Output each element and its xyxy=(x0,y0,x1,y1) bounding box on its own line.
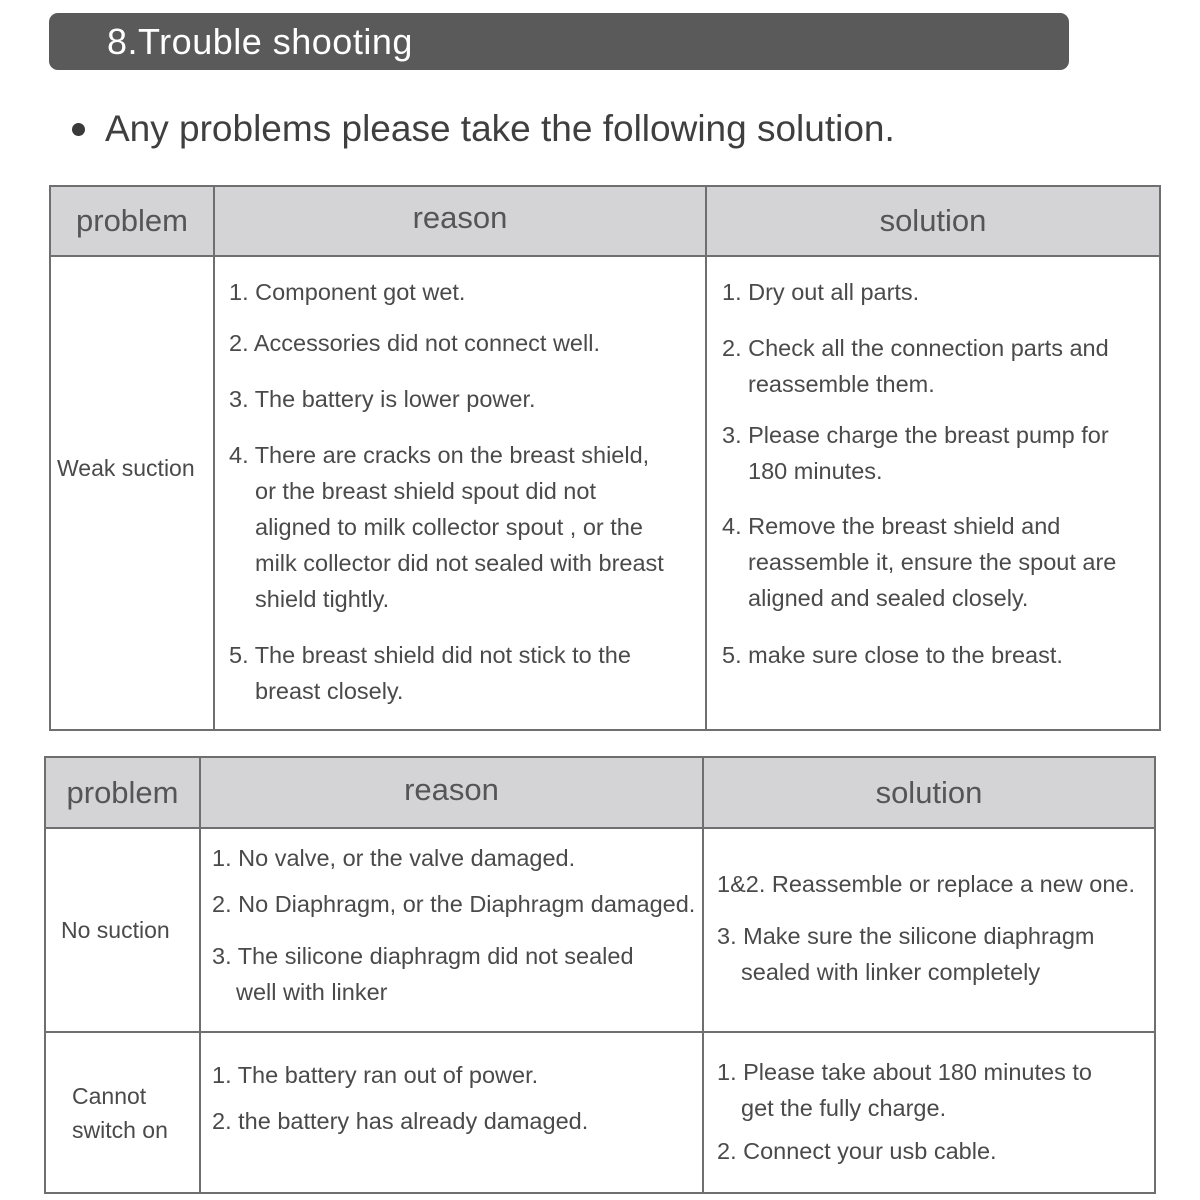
list-item: 2. the battery has already damaged. xyxy=(212,1108,589,1134)
list-item: 2. Accessories did not connect well. xyxy=(229,330,600,356)
problem-label: Weak suction xyxy=(57,454,195,481)
solution-cell xyxy=(703,1032,1155,1193)
table-header-row xyxy=(50,186,1160,256)
list-item: 3. Please charge the breast pump for 180 minutes. xyxy=(722,422,1109,484)
intro-line xyxy=(72,108,895,150)
column-header-problem: problem xyxy=(50,186,214,256)
column-header-solution: solution xyxy=(703,757,1155,828)
table-header-row xyxy=(45,757,1155,828)
list-item: 1. Dry out all parts. xyxy=(722,279,920,305)
problem-cell xyxy=(50,256,214,730)
list-item: 2. Check all the connection parts and reassemble them. xyxy=(722,335,1109,397)
list-item: 3. The silicone diaphragm did not sealed well with linker xyxy=(212,943,634,1005)
problem-cell xyxy=(45,1032,200,1193)
intro-text: Any problems please take the following solution. xyxy=(105,108,895,149)
list-item: 1. Component got wet. xyxy=(229,279,466,305)
reason-cell xyxy=(214,256,706,730)
list-item: 1. The battery ran out of power. xyxy=(212,1062,539,1088)
column-header-solution: solution xyxy=(706,186,1160,256)
reason-cell xyxy=(200,828,703,1032)
reason-cell xyxy=(200,1032,703,1193)
solution-cell xyxy=(703,828,1155,1032)
column-header-reason: reason xyxy=(200,757,703,828)
list-item: 2. No Diaphragm, or the Diaphragm damaged. xyxy=(212,891,696,917)
list-item: 1&2. Reassemble or replace a new one. xyxy=(717,871,1136,897)
list-item: 4. There are cracks on the breast shield, or the breast shield spout did not aligned to milk collector spout , or the milk collector did not sealed with breast shield tightly. xyxy=(229,442,664,612)
list-item: 5. make sure close to the breast. xyxy=(722,642,1063,668)
section-title: 8.Trouble shooting xyxy=(107,20,413,62)
table-row xyxy=(45,1032,1155,1193)
bullet-icon xyxy=(72,123,85,136)
list-item: 2. Connect your usb cable. xyxy=(717,1138,997,1164)
list-item: 3. Make sure the silicone diaphragm sealed with linker completely xyxy=(717,923,1095,985)
list-item: 1. Please take about 180 minutes to get the fully charge. xyxy=(717,1059,1092,1121)
problem-label-line-1: Cannot xyxy=(72,1082,147,1109)
list-item: 3. The battery is lower power. xyxy=(229,386,536,412)
troubleshooting-table-2 xyxy=(44,756,1156,1194)
troubleshooting-table-1 xyxy=(49,185,1161,731)
problem-label-line-2: switch on xyxy=(72,1116,168,1143)
section-header-banner xyxy=(49,13,1069,70)
table-row xyxy=(50,256,1160,730)
solution-cell xyxy=(706,256,1160,730)
problem-cell xyxy=(45,828,200,1032)
list-item: 1. No valve, or the valve damaged. xyxy=(212,845,576,871)
list-item: 5. The breast shield did not stick to the breast closely. xyxy=(229,642,631,704)
list-item: 4. Remove the breast shield and reassemble it, ensure the spout are aligned and sealed closely. xyxy=(722,513,1117,611)
column-header-problem: problem xyxy=(45,757,200,828)
table-row xyxy=(45,828,1155,1032)
column-header-reason: reason xyxy=(214,186,706,256)
problem-label: No suction xyxy=(61,916,170,943)
